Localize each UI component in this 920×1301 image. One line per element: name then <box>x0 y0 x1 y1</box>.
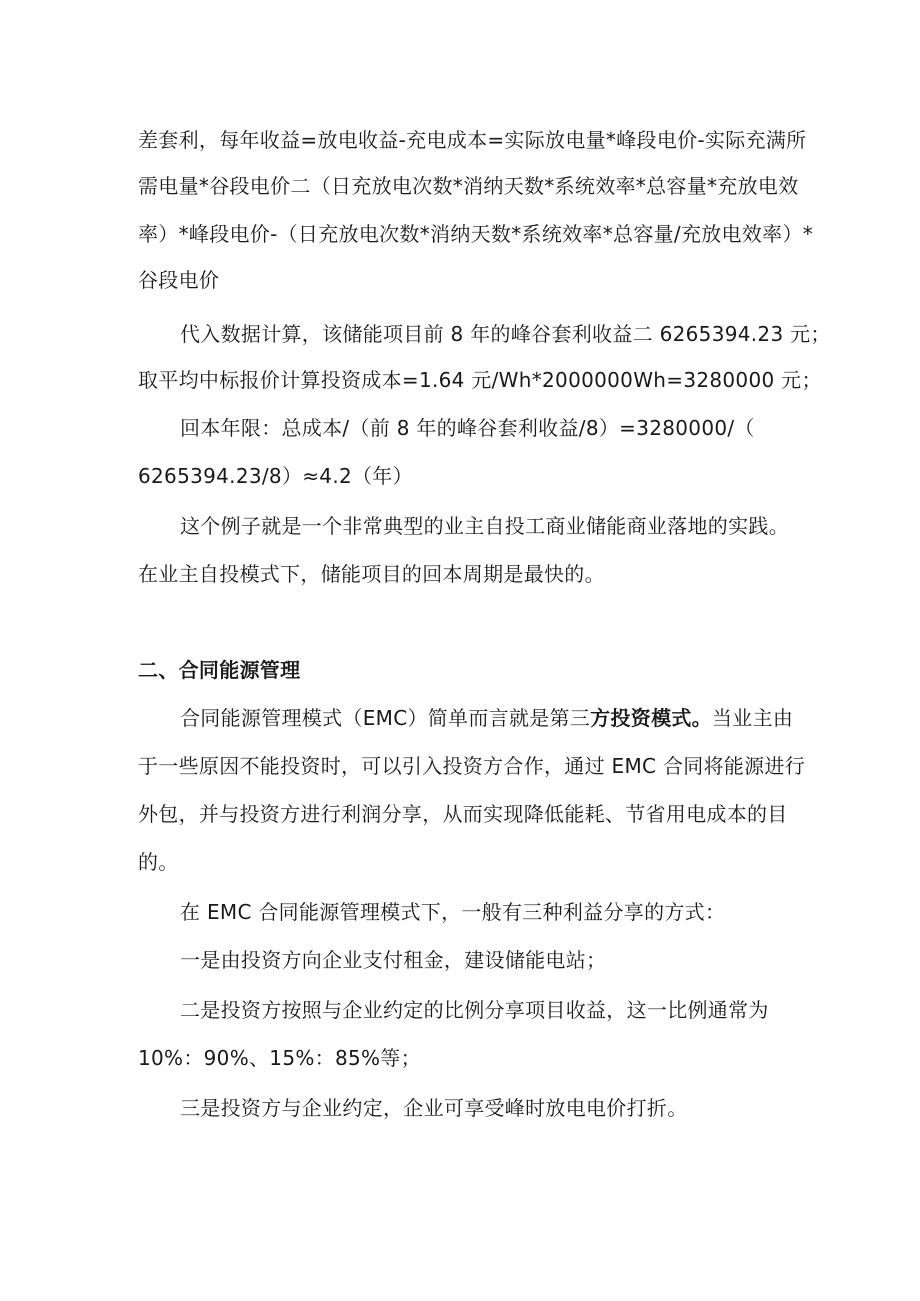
emc-intro-line-2: 于一些原因不能投资时，可以引入投资方合作，通过 EMC 合同将能源进行 <box>138 754 806 778</box>
example-summary-line-1: 这个例子就是一个非常典型的业主自投工商业储能商业落地的实践。 <box>180 514 789 538</box>
formula-line-2: 需电量*谷段电价二（日充放电次数*消纳天数*系统效率*总容量*充放电效 <box>138 174 799 198</box>
calc-revenue-line: 代入数据计算，该储能项目前 8 年的峰谷套利收益二 6265394.23 元； <box>180 322 831 346</box>
emc-intro-line-3: 外包，并与投资方进行利润分享，从而实现降低能耗、节省用电成本的目 <box>138 802 788 826</box>
section-heading-emc: 二、合同能源管理 <box>138 658 301 682</box>
formula-line-3: 率）*峰段电价-（日充放电次数*消纳天数*系统效率*总容量/充放电效率）* <box>138 222 814 246</box>
emc-intro-bold-text: 方投资模式。 <box>590 706 712 730</box>
emc-intro-text-a: 合同能源管理模式（EMC）简单而言就是第三 <box>180 706 591 730</box>
emc-intro-line-1 <box>180 704 793 732</box>
calc-cost-line: 取平均中标报价计算投资成本=1.64 元/Wh*2000000Wh=3280000 元； <box>138 368 822 392</box>
emc-intro-line-4: 的。 <box>138 850 179 874</box>
example-summary-line-2: 在业主自投模式下，储能项目的回本周期是最快的。 <box>138 562 605 586</box>
sharing-method-2-line-1: 二是投资方按照与企业约定的比例分享项目收益，这一比例通常为 <box>180 998 769 1022</box>
payback-line-2: 6265394.23/8）≈4.2（年） <box>138 464 413 488</box>
formula-line-4: 谷段电价 <box>138 268 220 292</box>
emc-intro-text-b: 当业主由 <box>711 706 794 730</box>
payback-line-1: 回本年限：总成本/（前 8 年的峰谷套利收益/8）=3280000/（ <box>180 416 755 440</box>
sharing-method-3: 三是投资方与企业约定，企业可享受峰时放电电价打折。 <box>180 1096 688 1120</box>
sharing-method-2-line-2: 10%：90%、15%：85%等； <box>138 1046 421 1070</box>
formula-line-1: 差套利，每年收益=放电收益-充电成本=实际放电量*峰段电价-实际充满所 <box>138 128 807 152</box>
sharing-method-1: 一是由投资方向企业支付租金，建设储能电站； <box>180 948 607 972</box>
emc-sharing-intro: 在 EMC 合同能源管理模式下，一般有三种利益分享的方式： <box>180 900 726 924</box>
